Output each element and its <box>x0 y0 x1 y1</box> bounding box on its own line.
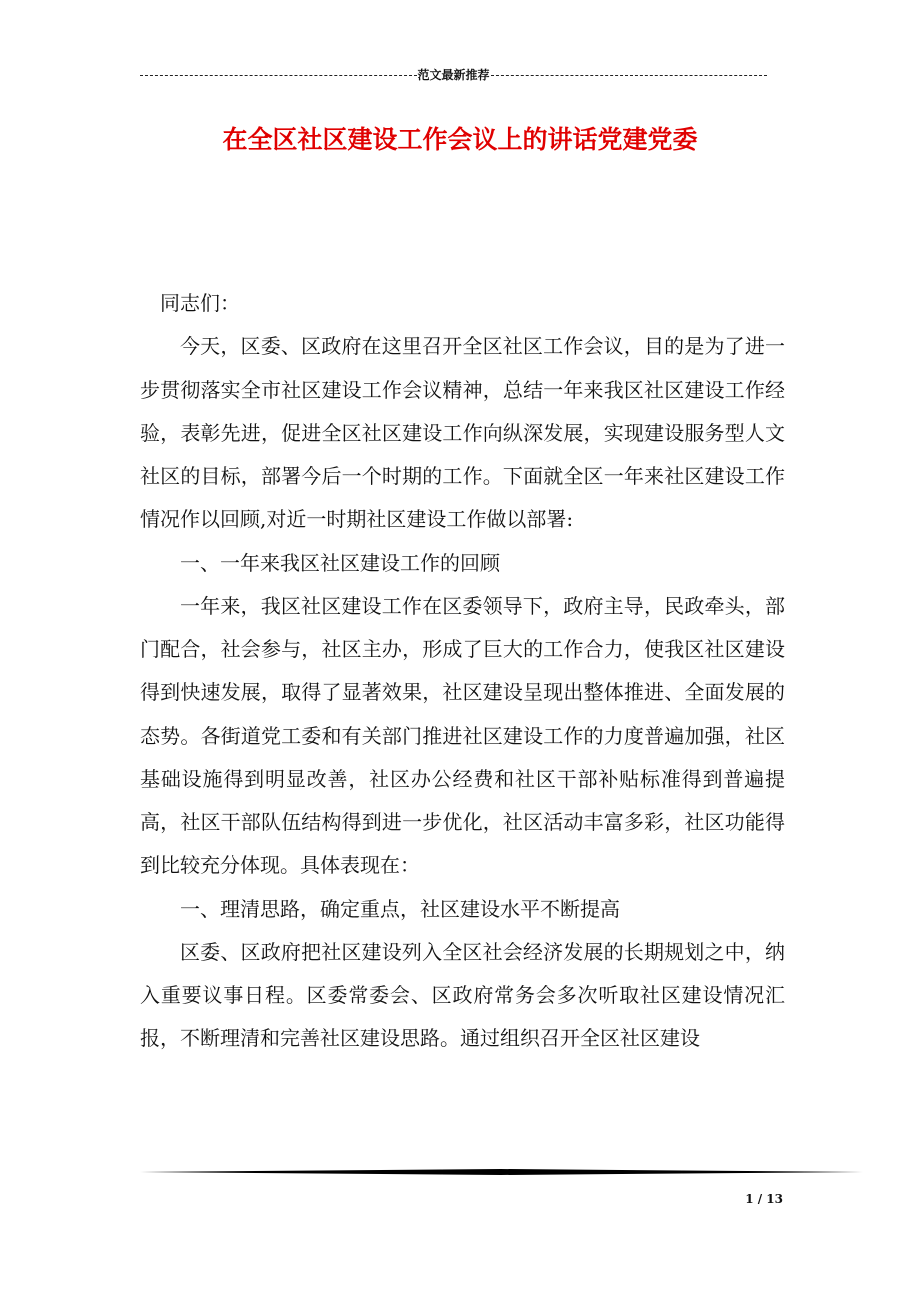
header-dash-left <box>140 75 417 76</box>
paragraph-detail: 区委、区政府把社区建设列入全区社会经济发展的长期规划之中，纳入重要议事日程。区委常委会、区政府常务会多次听取社区建设情况汇报，不断理清和完善社区建设思路。通过组织召开全区社区建设 <box>140 939 785 1051</box>
header-dash-right <box>491 75 768 76</box>
section-heading: 一、一年来我区社区建设工作的回顾 <box>180 550 500 575</box>
salutation: 同志们： <box>160 291 240 315</box>
header-rule <box>140 66 767 84</box>
footer-rule <box>140 1169 863 1175</box>
paragraph-review: 一年来，我区社区建设工作在区委领导下，政府主导，民政牵头，部门配合，社会参与，社区主办，形成了巨大的工作合力，使我区社区建设得到快速发展，取得了显著效果，社区建设呈现出整体推进、全面发展的态势。各街道党工委和有关部门推进社区建设工作的力度普遍加强，社区基础设施得到明显改善，社区办公经费和社区干部补贴标准得到普遍提高，社区干部队伍结构得到进一步优化，社区活动丰富多彩，社区功能得到比较充分体现。具体表现在： <box>140 593 785 878</box>
document-title: 在全区社区建设工作会议上的讲话党建党委 <box>222 125 698 154</box>
paragraph-intro: 今天，区委、区政府在这里召开全区社区工作会议，目的是为了进一步贯彻落实全市社区建设工作会议精神，总结一年来我区社区建设工作经验，表彰先进，促进全区社区建设工作向纵深发展，实现建设服务型人文社区的目标，部署今后一个时期的工作。下面就全区一年来社区建设工作情况作以回顾,对近一时期社区建设工作做以部署: <box>140 334 785 532</box>
page-number: 1 / 13 <box>745 1192 783 1206</box>
document-body <box>140 282 785 1061</box>
subsection-heading: 一、理清思路，确定重点，社区建设水平不断提高 <box>180 896 620 921</box>
header-label: 范文最新推荐 <box>417 68 490 82</box>
